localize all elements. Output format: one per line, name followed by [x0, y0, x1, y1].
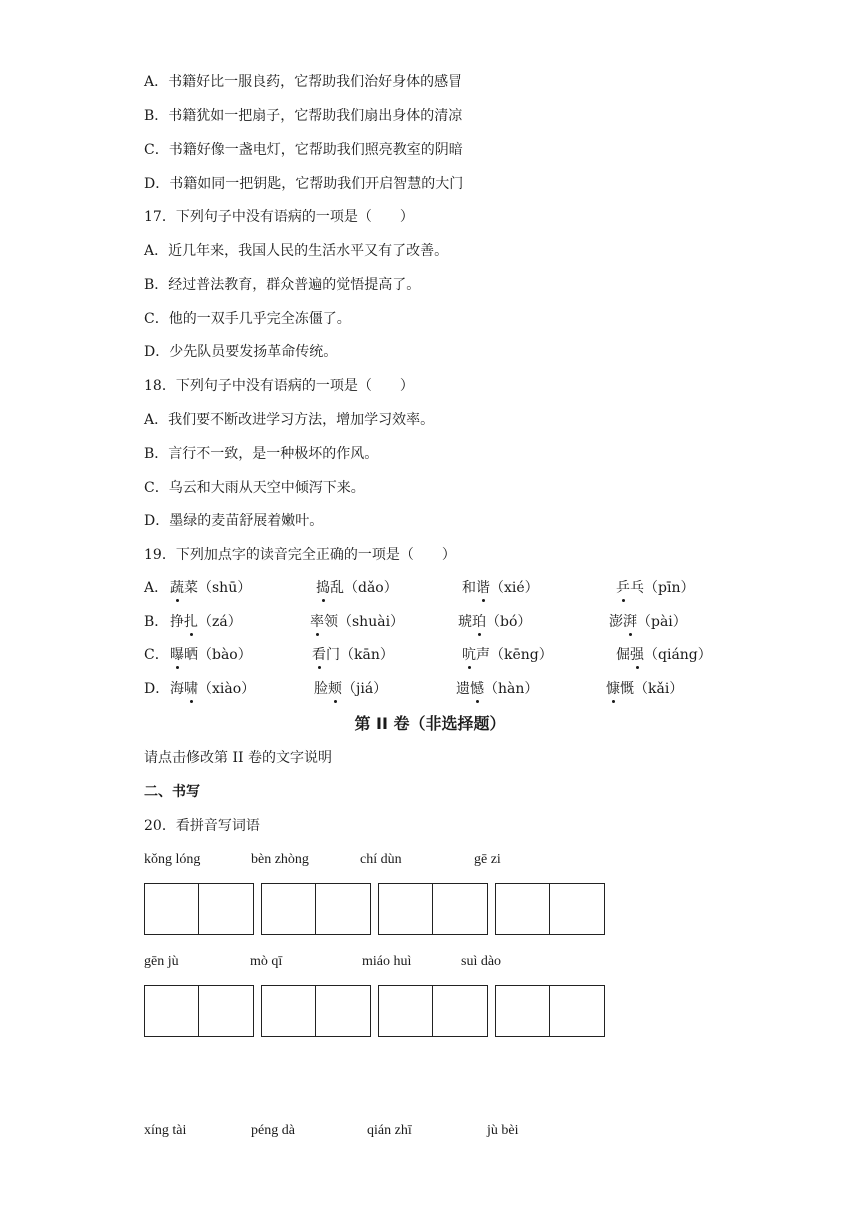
- pinyin-label: mò qī: [250, 954, 283, 969]
- pinyin-label: xíng tài: [144, 1123, 187, 1138]
- dotted-char: 强: [630, 647, 644, 663]
- q19-word: 琥珀（bó）: [458, 614, 532, 630]
- q18-option-d: D．墨绿的麦苗舒展着嫩叶。: [144, 513, 324, 529]
- q19-word: 海啸（xiào）: [170, 681, 256, 697]
- q17-option-c: C．他的一双手几乎完全冻僵了。: [144, 311, 351, 327]
- q18-option-b: B．言行不一致，是一种极坏的作风。: [144, 446, 379, 462]
- pinyin-label: jù bèi: [487, 1123, 519, 1138]
- q16-option-c: C．书籍好像一盏电灯，它帮助我们照亮教室的阴暗: [144, 142, 463, 158]
- q19-word: 和谐（xié）: [462, 580, 539, 596]
- q19-row-label: C．: [144, 647, 169, 663]
- dotted-char: 颊: [328, 681, 342, 697]
- dotted-char: 憾: [470, 681, 484, 697]
- q19-row-label: A．: [144, 580, 169, 596]
- q19-word: 遗憾（hàn）: [456, 681, 539, 697]
- q18-option-a: A．我们要不断改进学习方法，增加学习效率。: [144, 412, 435, 428]
- q19-stem: 19．下列加点字的读音完全正确的一项是（ ）: [144, 547, 456, 563]
- q18-option-c: C．乌云和大雨从天空中倾泻下来。: [144, 480, 365, 496]
- dotted-char: 率: [310, 614, 324, 630]
- q17-stem: 17．下列句子中没有语病的一项是（ ）: [144, 209, 414, 225]
- pinyin-label: péng dà: [251, 1123, 295, 1138]
- dotted-char: 慷: [606, 681, 620, 697]
- q19-option-row-b: [144, 612, 724, 632]
- dotted-char: 蔬: [170, 580, 184, 596]
- dotted-char: 捣: [316, 580, 330, 596]
- q19-word: 脸颊（jiá）: [314, 681, 388, 697]
- q19-word: 乒乓（pīn）: [616, 580, 695, 596]
- writing-box-row: [144, 883, 614, 935]
- q16-option-b: B．书籍犹如一把扇子，它帮助我们扇出身体的清凉: [144, 108, 463, 124]
- q19-word: 吭声（kēng）: [462, 647, 553, 663]
- q19-word: 蔬菜（shū）: [170, 580, 252, 596]
- dotted-char: 乒: [616, 580, 630, 596]
- writing-grid[interactable]: [144, 985, 254, 1037]
- q19-word: 曝晒（bào）: [170, 647, 252, 663]
- q19-option-row-d: [144, 679, 724, 699]
- part2-note: 请点击修改第 II 卷的文字说明: [144, 750, 332, 766]
- dotted-char: 啸: [184, 681, 198, 697]
- pinyin-label: gēn jù: [144, 954, 179, 969]
- writing-grid[interactable]: [495, 883, 605, 935]
- q19-word: 澎湃（pài）: [609, 614, 687, 630]
- pinyin-label: chí dùn: [360, 852, 402, 867]
- dotted-char: 珀: [472, 614, 486, 630]
- dotted-char: 扎: [184, 614, 198, 630]
- q19-row-label: D．: [144, 681, 170, 697]
- writing-grid[interactable]: [144, 883, 254, 935]
- q18-stem: 18．下列句子中没有语病的一项是（ ）: [144, 378, 414, 394]
- pinyin-label: miáo huì: [362, 954, 412, 969]
- q19-word: 慷慨（kǎi）: [606, 681, 684, 697]
- q17-option-d: D．少先队员要发扬革命传统。: [144, 344, 338, 360]
- writing-box-row: [144, 985, 614, 1037]
- q17-option-a: A．近几年来，我国人民的生活水平又有了改善。: [144, 243, 449, 259]
- pinyin-row: [144, 952, 624, 972]
- dotted-char: 看: [312, 647, 326, 663]
- dotted-char: 湃: [623, 614, 637, 630]
- pinyin-label: kǒng lóng: [144, 852, 201, 867]
- q17-option-b: B．经过普法教育，群众普遍的觉悟提高了。: [144, 277, 421, 293]
- q19-option-row-a: [144, 578, 724, 598]
- q19-option-row-c: [144, 645, 724, 665]
- q16-option-a: A．书籍好比一服良药，它帮助我们治好身体的感冒: [144, 74, 463, 90]
- writing-grid[interactable]: [378, 985, 488, 1037]
- q16-option-d: D．书籍如同一把钥匙，它帮助我们开启智慧的大门: [144, 176, 464, 192]
- q20-stem: 20．看拼音写词语: [144, 818, 260, 834]
- q19-word: 挣扎（zá）: [170, 614, 242, 630]
- pinyin-label: bèn zhòng: [251, 852, 309, 867]
- q19-word: 率领（shuài）: [310, 614, 405, 630]
- writing-grid[interactable]: [261, 985, 371, 1037]
- pinyin-label: gē zi: [474, 852, 501, 867]
- dotted-char: 谐: [476, 580, 490, 596]
- pinyin-label: suì dào: [461, 954, 502, 969]
- q19-word: 倔强（qiáng）: [616, 647, 712, 663]
- writing-grid[interactable]: [495, 985, 605, 1037]
- pinyin-row: [144, 1121, 624, 1141]
- q19-word: 捣乱（dǎo）: [316, 580, 398, 596]
- writing-grid[interactable]: [261, 883, 371, 935]
- q19-row-label: B．: [144, 614, 169, 630]
- dotted-char: 曝: [170, 647, 184, 663]
- q19-word: 看门（kān）: [312, 647, 394, 663]
- writing-grid[interactable]: [378, 883, 488, 935]
- section-title-writing: 二、书写: [144, 784, 200, 800]
- part2-title: 第 II 卷（非选择题）: [354, 714, 506, 733]
- dotted-char: 吭: [462, 647, 476, 663]
- pinyin-row: [144, 850, 624, 870]
- pinyin-label: qián zhī: [367, 1123, 412, 1138]
